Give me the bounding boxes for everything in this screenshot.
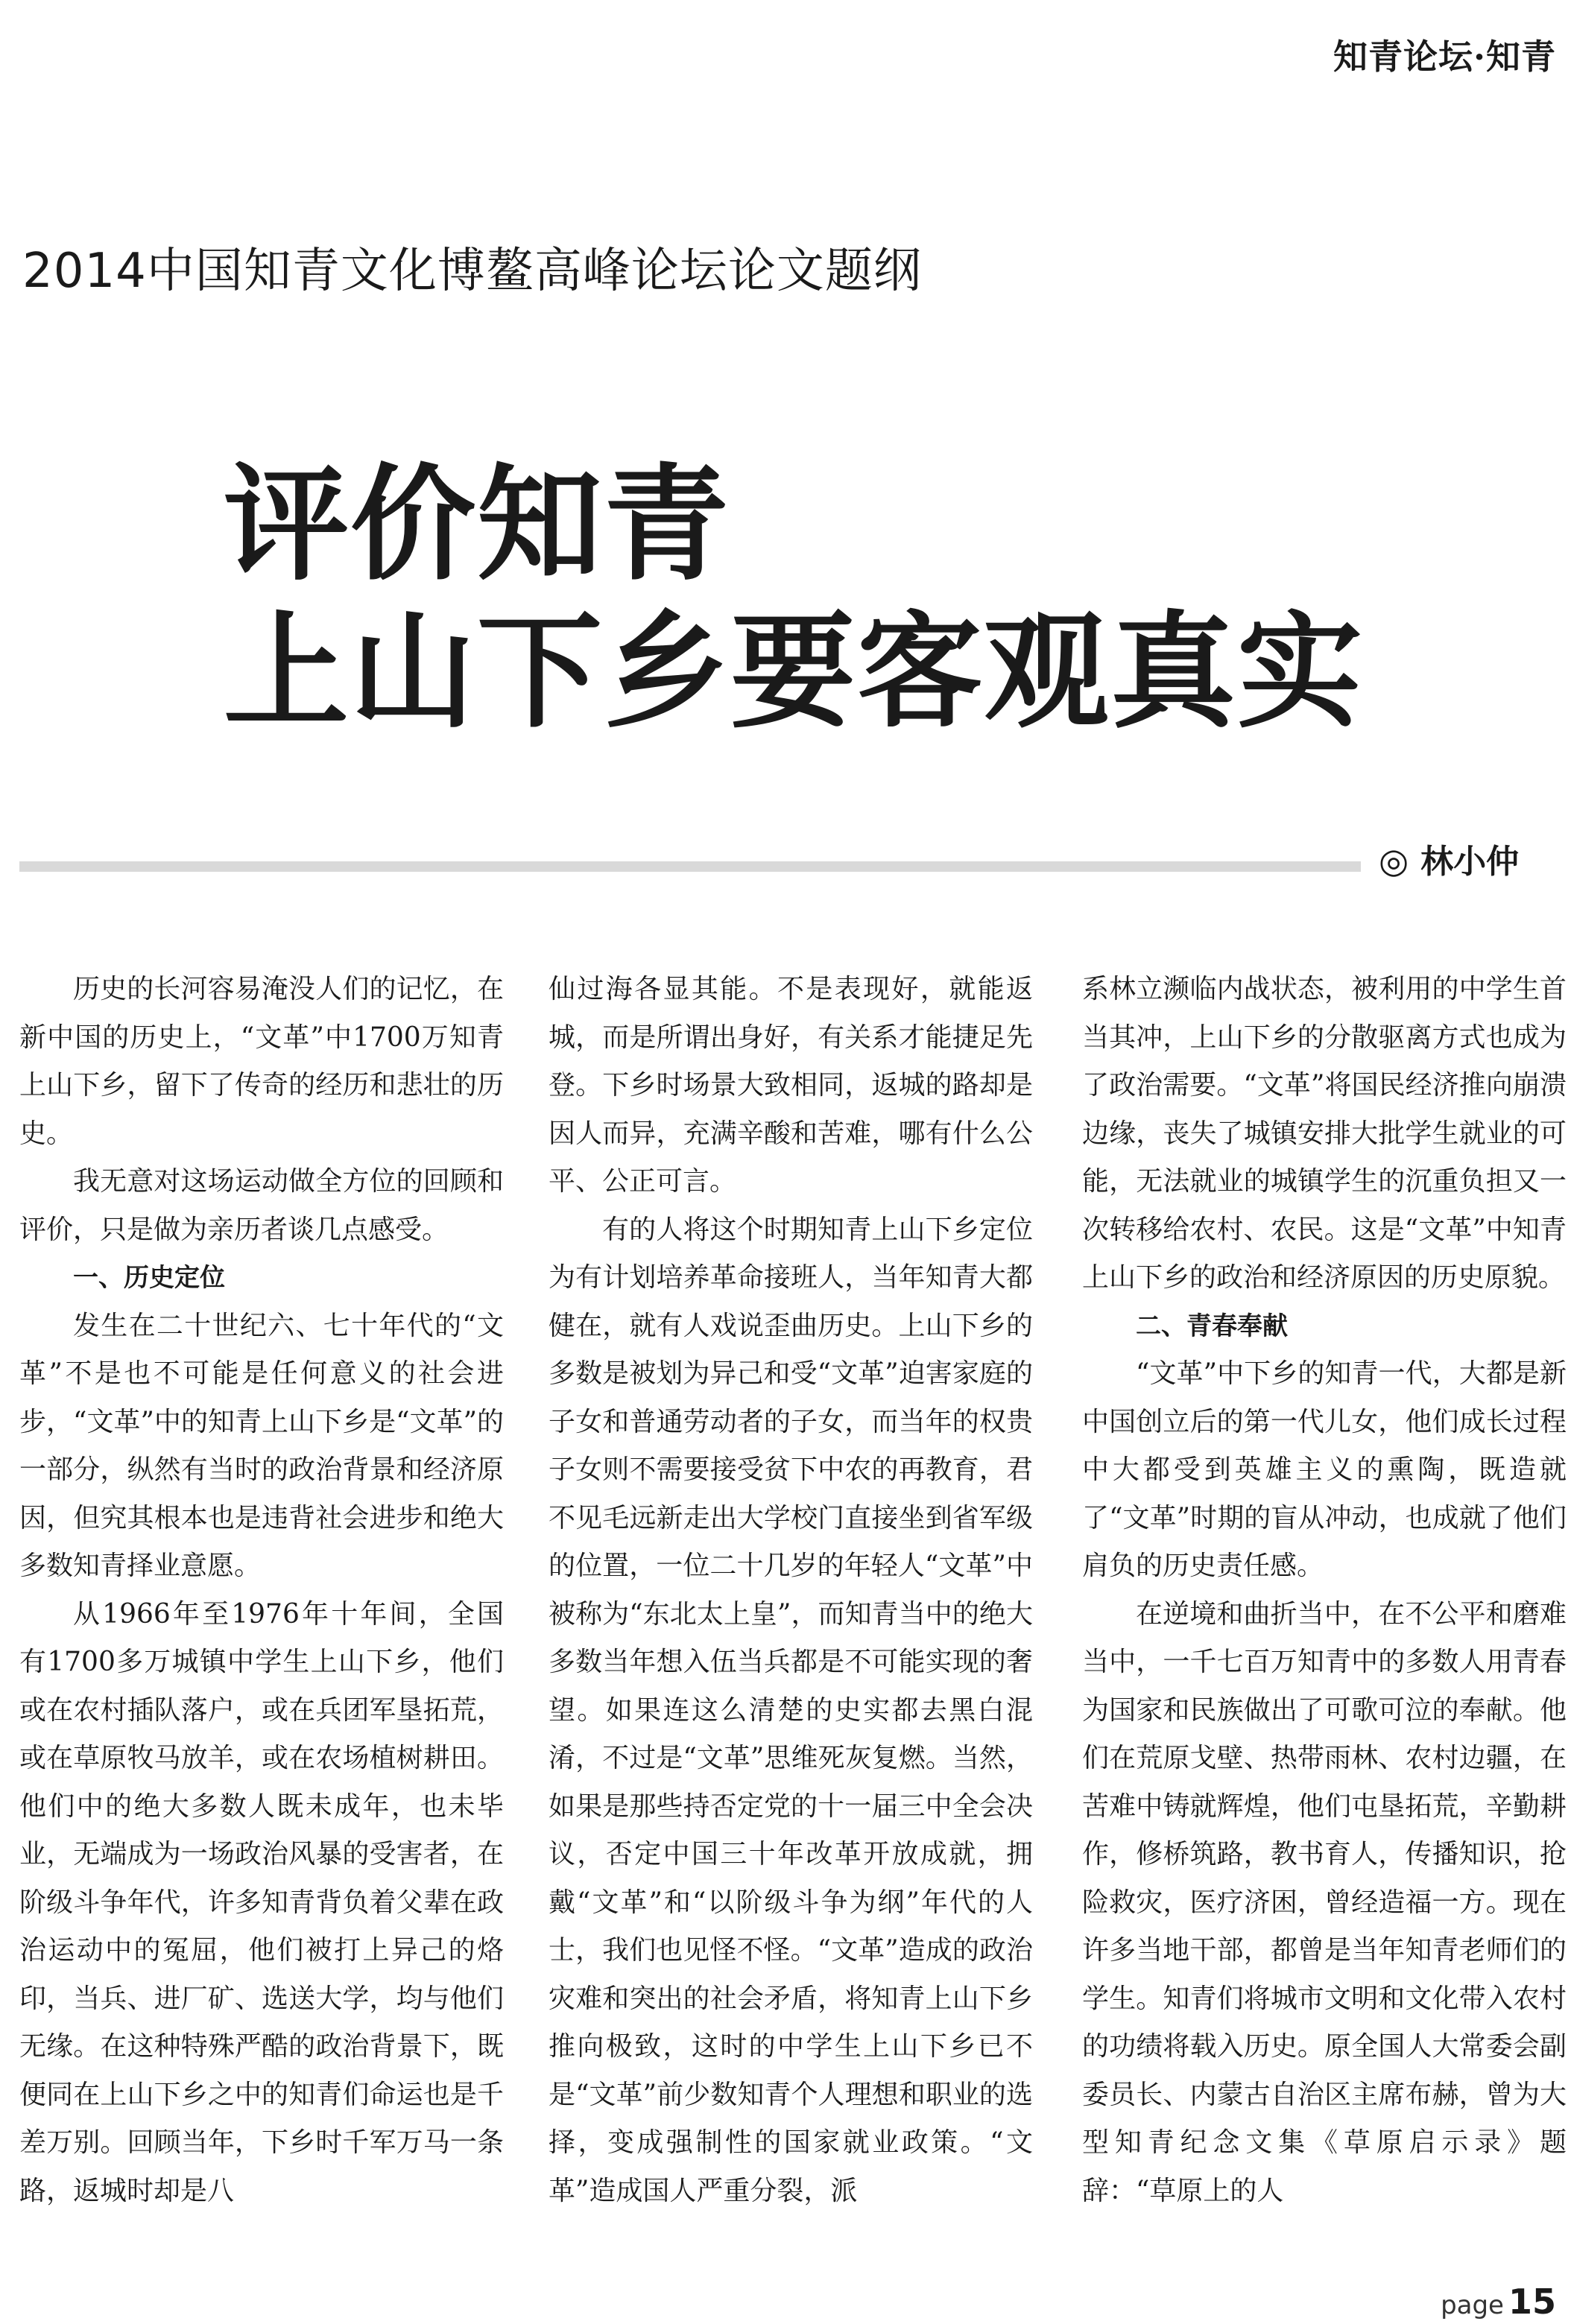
author-byline <box>1379 835 1519 882</box>
paragraph: 有的人将这个时期知青上山下乡定位为有计划培养革命接班人，当年知青大都健在，就有人戏说歪曲历史。上山下乡的多数是被划为异己和受“文革”迫害家庭的子女和普通劳动者的子女，而当年的权贵子女则不需要接受贫下中农的再教育，君不见毛远新走出大学校门直接坐到省军级的位置，一位二十几岁的年轻人“文革”中被称为“东北太上皇”，而知青当中的绝大多数当年想入伍当兵都是不可能实现的奢望。如果连这么清楚的史实都去黑白混淆，不过是“文革”思维死灰复燃。当然，如果是那些持否定党的十一届三中全会决议，否定中国三十年改革开放成就，拥戴“文革”和“以阶级斗争为纲”年代的人士，我们也见怪不怪。“文革”造成的政治灾难和突出的社会矛盾，将知青上山下乡推向极致，这时的中学生上山下乡已不是“文革”前少数知青个人理想和职业的选择，变成强制性的国家就业政策。“文革”造成国人严重分裂，派 <box>549 1214 1033 2206</box>
page-footer <box>1441 2282 1556 2322</box>
paragraph: 历史的长河容易淹没人们的记忆，在新中国的历史上，“文革”中1700万知青上山下乡，留下了传奇的经历和悲壮的历史。 <box>19 974 504 1149</box>
section-tag: 知青论坛·知青 <box>1333 37 1556 77</box>
author-name: 林小仲 <box>1420 843 1520 881</box>
paragraph: 我无意对这场运动做全方位的回顾和评价，只是做为亲历者谈几点感受。 <box>19 1166 504 1245</box>
text-column-3 <box>1082 966 1567 2215</box>
paragraph: 从1966年至1976年十年间，全国有1700多万城镇中学生上山下乡，他们或在农村插队落户，或在兵团军垦拓荒，或在草原牧马放羊，或在农场植树耕田。他们中的绝大多数人既未成年，也未毕业，无端成为一场政治风暴的受害者，在阶级斗争年代，许多知青背负着父辈在政治运动中的冤屈，他们被打上异己的烙印，当兵、进厂矿、选送大学，均与他们无缘。在这种特殊严酷的政治背景下，既便同在上山下乡之中的知青们命运也是千差万别。回顾当年，下乡时千军万马一条路，返城时却是八 <box>19 1598 504 2206</box>
divider-rule <box>19 861 1361 872</box>
section-heading-youth: 二、青春奉献 <box>1136 1311 1288 1341</box>
paragraph-continued: 系林立濒临内战状态，被利用的中学生首当其冲，上山下乡的分散驱离方式也成为了政治需要。“文革”将国民经济推向崩溃边缘，丧失了城镇安排大批学生就业的可能，无法就业的城镇学生的沉重负担又一次转移给农村、农民。这是“文革”中知青上山下乡的政治和经济原因的历史原貌。 <box>1082 974 1567 1293</box>
article-subtitle: 2014中国知青文化博鳌高峰论坛论文题纲 <box>22 244 922 299</box>
paragraph-continued: 仙过海各显其能。不是表现好，就能返城，而是所谓出身好，有关系才能捷足先登。下乡时场景大致相同，返城的路却是因人而异，充满辛酸和苦难，哪有什么公平、公正可言。 <box>549 974 1033 1197</box>
circle-mark-icon: ◎ <box>1379 840 1409 881</box>
text-column-2 <box>549 966 1033 2215</box>
section-heading-history: 一、历史定位 <box>73 1263 225 1293</box>
paragraph: “文革”中下乡的知青一代，大都是新中国创立后的第一代儿女，他们成长过程中大都受到英雄主义的熏陶，既造就了“文革”时期的盲从冲动，也成就了他们肩负的历史责任感。 <box>1082 1358 1567 1581</box>
paragraph: 发生在二十世纪六、七十年代的“文革”不是也不可能是任何意义的社会进步，“文革”中的知青上山下乡是“文革”的一部分，纵然有当时的政治背景和经济原因，但究其根本也是违背社会进步和绝大多数知青择业意愿。 <box>19 1310 504 1581</box>
page-label: page <box>1441 2290 1504 2320</box>
headline-line-2: 上山下乡要客观真实 <box>224 599 1364 745</box>
paragraph: 在逆境和曲折当中，在不公平和磨难当中，一千七百万知青中的多数人用青春为国家和民族做出了可歌可泣的奉献。他们在荒原戈壁、热带雨林、农村边疆，在苦难中铸就辉煌，他们屯垦拓荒，辛勤耕作，修桥筑路，教书育人，传播知识，抢险救灾，医疗济困，曾经造福一方。现在许多当地干部，都曾是当年知青老师们的学生。知青们将城市文明和文化带入农村的功绩将载入历史。原全国人大常委会副委员长、内蒙古自治区主席布赫，曾为大型知青纪念文集《草原启示录》题辞：“草原上的人 <box>1082 1598 1567 2206</box>
page-number: 15 <box>1508 2282 1556 2322</box>
headline-line-1: 评价知青 <box>224 452 730 598</box>
text-column-1 <box>19 966 504 2215</box>
